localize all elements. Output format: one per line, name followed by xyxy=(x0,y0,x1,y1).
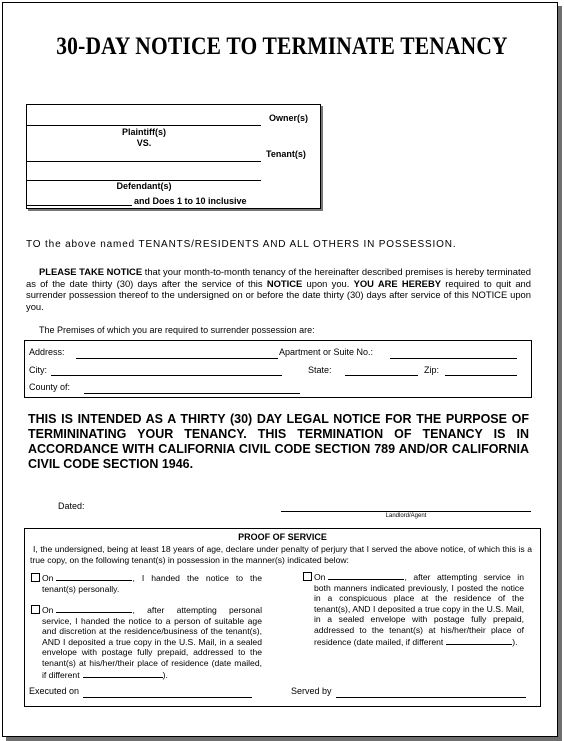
notice-text-1: that your month-to-month tenancy of the hereinafter described premises is hereby terminated as of the date thirty (30) days after the service of this xyxy=(26,266,531,289)
county-field[interactable] xyxy=(84,393,300,394)
apt-field[interactable] xyxy=(390,358,517,359)
tenant-line xyxy=(27,161,261,162)
option-personal-on: On xyxy=(42,573,54,583)
does-line xyxy=(27,205,132,206)
option-posting-end: ). xyxy=(512,636,518,647)
executed-date-field[interactable] xyxy=(83,697,252,698)
option-substitute-checkbox[interactable] xyxy=(31,605,40,614)
proof-heading: PROOF OF SERVICE xyxy=(238,532,327,542)
option-personal-text xyxy=(42,572,262,594)
option-substitute-end: ). xyxy=(162,669,168,680)
state-field[interactable] xyxy=(345,375,418,376)
zip-field[interactable] xyxy=(445,375,517,376)
premises-intro: The Premises of which you are required to surrender possession are: xyxy=(39,325,315,335)
notice-word: NOTICE xyxy=(266,277,303,289)
address-field[interactable] xyxy=(76,358,278,359)
option-substitute-date-field[interactable] xyxy=(56,604,132,613)
zip-label: Zip: xyxy=(424,365,440,375)
option-posting-date-field[interactable] xyxy=(328,571,404,580)
option-personal-desc: , I handed the notice to the tenant(s) personally. xyxy=(42,573,262,594)
executed-label: Executed on xyxy=(29,686,80,696)
option-posting-checkbox[interactable] xyxy=(303,572,312,581)
owner-line xyxy=(27,125,261,126)
does-label: and Does 1 to 10 inclusive xyxy=(134,196,247,206)
notice-text-3: required to quit and surrender possession thereof to the undersigned on or before the date thirty (30) days after service of this NOTICE upon you. xyxy=(26,277,531,312)
served-by-field[interactable] xyxy=(336,697,526,698)
document-title: 30-DAY NOTICE TO TERMINATE TENANCY xyxy=(56,33,508,60)
case-caption-box xyxy=(26,104,321,209)
dated-label: Dated: xyxy=(58,501,85,511)
option-substitute-on: On xyxy=(42,605,54,615)
option-posting-on: On xyxy=(314,572,326,582)
tenant-label: Tenant(s) xyxy=(266,149,306,159)
option-personal-checkbox[interactable] xyxy=(31,573,40,582)
plaintiff-label: Plaintiff(s) xyxy=(122,127,166,137)
address-box xyxy=(24,340,532,398)
to-line: TO the above named TENANTS/RESIDENTS AND ALL OTHERS IN POSSESSION. xyxy=(26,239,457,250)
defendant-label: Defendant(s) xyxy=(116,181,172,191)
served-by-label: Served by xyxy=(291,686,332,696)
legal-notice: THIS IS INTENDED AS A THIRTY (30) DAY LEGAL NOTICE FOR THE PURPOSE OF TERMININATING YOUR TENANCY. THIS TERMINATION OF TENANCY IS IN ACCORDANCE WITH CALIFORNIA CIVIL CODE SECTION 789 AND/OR CALIFORNIA CIVIL CODE SECTION 1946. xyxy=(28,412,529,471)
apt-label: Apartment or Suite No.: xyxy=(279,347,374,357)
option-substitute-text xyxy=(42,604,262,680)
landlord-label: Landlord/Agent xyxy=(385,513,427,519)
option-posting-text xyxy=(314,571,524,647)
notice-paragraph xyxy=(26,266,531,312)
option-substitute-mail-date-field[interactable] xyxy=(83,669,163,678)
proof-intro: I, the undersigned, being at least 18 years of age, declare under penalty of perjury that I served the above notice, of which this is a true copy, on the following tenant(s) in possession in the manner(s) indicated below: xyxy=(30,544,532,565)
address-label: Address: xyxy=(29,347,65,357)
notice-lead: PLEASE TAKE NOTICE xyxy=(39,266,143,277)
owner-label: Owner(s) xyxy=(269,113,309,123)
option-posting-mail-date-field[interactable] xyxy=(446,636,512,645)
option-personal-date-field[interactable] xyxy=(56,572,132,581)
option-substitute-desc: , after attempting personal service, I handed the notice to a person of suitable age and discretion at the residence/business of the tenant(s), AND I deposited a true copy in the U.S. Mail, in a sealed envelope with postage fully prepaid, addressed to the tenant(s) at his/her/their place of residence (date mailed, if different xyxy=(42,605,262,680)
county-label: County of: xyxy=(29,382,71,392)
state-label: State: xyxy=(308,365,332,375)
city-field[interactable] xyxy=(51,375,282,376)
city-label: City: xyxy=(29,365,47,375)
vs-label: VS. xyxy=(136,138,152,148)
notice-text-2: upon you. xyxy=(302,277,354,289)
landlord-signature-line[interactable] xyxy=(281,511,531,512)
option-posting-desc: , after attempting service in both manners indicated previously, I posted the notice in a conspicuous place at the residence of the tenant(s), AND I deposited a true copy in the U.S. Mail, in a sealed envelope with postage fully prepaid, addressed to the tenant(s) at his/her/their place of residence (date mailed, if different xyxy=(314,572,524,647)
notice-hereby: YOU ARE HEREBY xyxy=(353,277,441,289)
proof-of-service-box xyxy=(24,528,541,707)
